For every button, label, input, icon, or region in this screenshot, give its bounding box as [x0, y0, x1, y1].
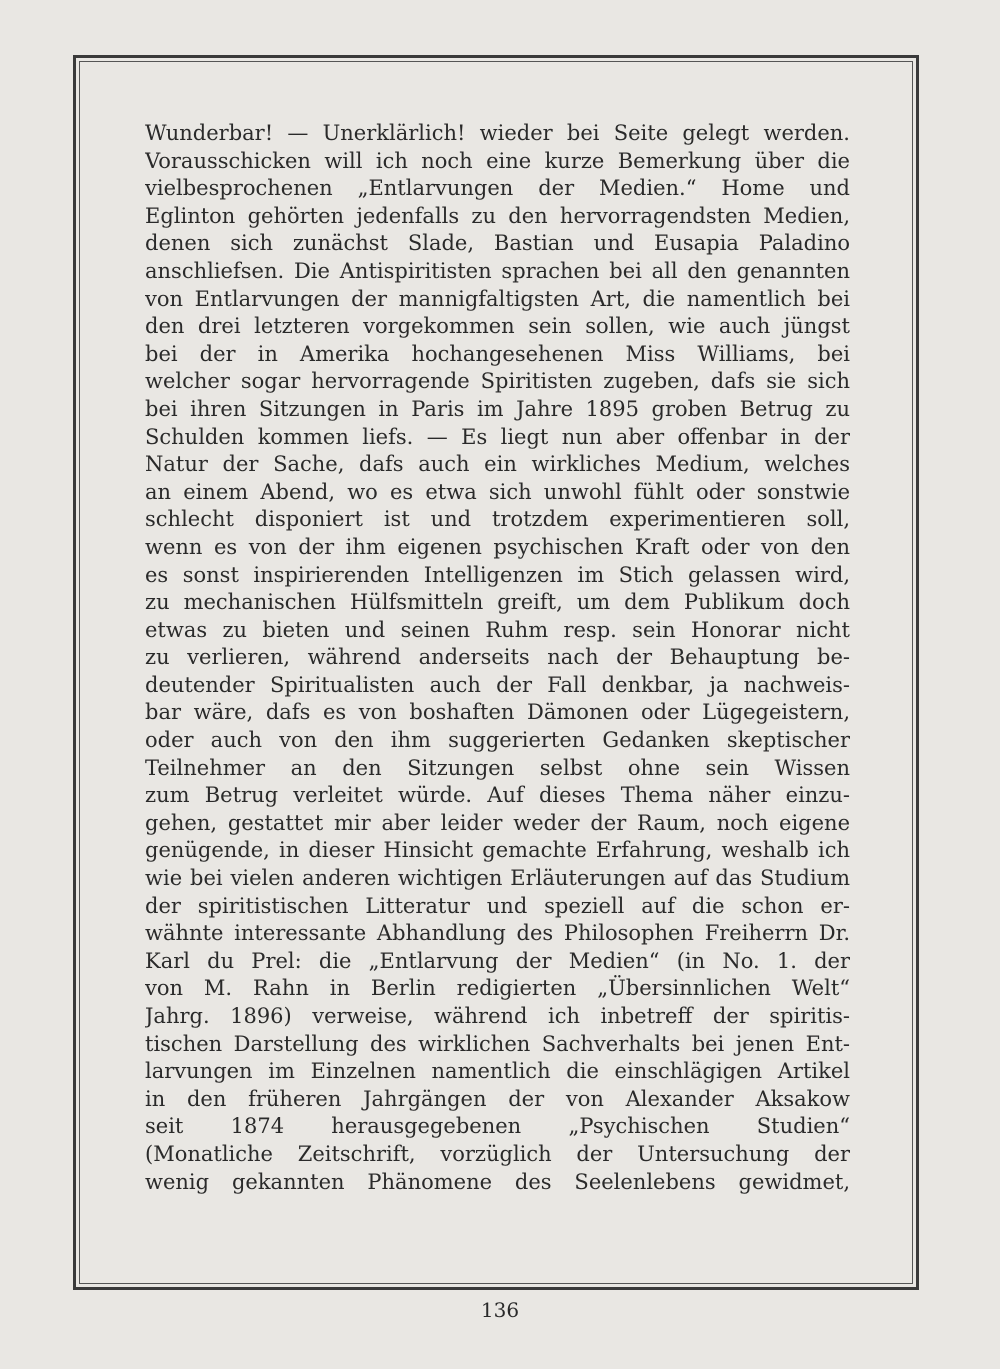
text-line: Schulden kommen liefs. — Es liegt nun aber offenbar in der [145, 424, 850, 449]
text-line: es sonst inspirierenden Intelligenzen im Stich gelassen wird, [145, 562, 850, 587]
text-line: genügende, in dieser Hinsicht gemachte Erfahrung, weshalb ich [145, 838, 850, 863]
text-line: bei ihren Sitzungen in Paris im Jahre 1895 groben Betrug zu [145, 396, 850, 421]
text-line: schlecht disponiert ist und trotzdem experimentieren soll, [145, 507, 850, 532]
text-line: denen sich zunächst Slade, Bastian und Eusapia Paladino [145, 231, 850, 256]
text-line: deutender Spiritualisten auch der Fall denkbar, ja nachweis- [145, 672, 850, 697]
text-line: in den früheren Jahrgängen der von Alexander Aksakow [145, 1086, 850, 1111]
text-line: anschliefsen. Die Antispiritisten sprachen bei all den genannten [145, 258, 850, 283]
text-line: Karl du Prel: die „Entlarvung der Medien“ (in No. 1. der [145, 948, 850, 973]
text-line: wie bei vielen anderen wichtigen Erläuterungen auf das Studium [145, 866, 850, 891]
text-line: Wunderbar! — Unerklärlich! wieder bei Seite gelegt werden. [145, 121, 850, 145]
text-line: zu mechanischen Hülfsmitteln greift, um dem Publikum doch [145, 590, 850, 615]
text-line: tischen Darstellung des wirklichen Sachverhalts bei jenen Ent- [145, 1031, 850, 1056]
text-line: Eglinton gehörten jedenfalls zu den hervorragendsten Medien, [145, 203, 850, 228]
text-line: seit 1874 herausgegebenen „Psychischen Studien“ [145, 1114, 850, 1139]
body-text [145, 120, 850, 1230]
text-line: an einem Abend, wo es etwa sich unwohl fühlt oder sonstwie [145, 479, 850, 504]
text-line: bar wäre, dafs es von boshaften Dämonen oder Lügegeistern, [145, 700, 850, 725]
text-line: zu verlieren, während anderseits nach der Behauptung be- [145, 645, 850, 670]
text-line: gehen, gestattet mir aber leider weder der Raum, noch eigene [145, 810, 850, 835]
text-line: welcher sogar hervorragende Spiritisten zugeben, dafs sie sich [145, 369, 850, 394]
text-line: wenn es von der ihm eigenen psychischen Kraft oder von den [145, 534, 850, 559]
text-line: larvungen im Einzelnen namentlich die einschlägigen Artikel [145, 1059, 850, 1084]
text-line: zum Betrug verleitet würde. Auf dieses Thema näher einzu- [145, 783, 850, 808]
text-line: Vorausschicken will ich noch eine kurze Bemerkung über die [145, 148, 850, 173]
page-number: 136 [480, 1298, 520, 1322]
text-line: etwas zu bieten und seinen Ruhm resp. sein Honorar nicht [145, 617, 850, 642]
text-line: oder auch von den ihm suggerierten Gedanken skeptischer [145, 728, 850, 753]
text-line: Teilnehmer an den Sitzungen selbst ohne sein Wissen [145, 755, 850, 780]
text-line: bei der in Amerika hochangesehenen Miss Williams, bei [145, 341, 850, 366]
text-line: wähnte interessante Abhandlung des Philosophen Freiherrn Dr. [145, 921, 850, 946]
text-line: vielbesprochenen „Entlarvungen der Medien.“ Home und [145, 176, 850, 201]
text-line: von Entlarvungen der mannigfaltigsten Art, die namentlich bei [145, 286, 850, 311]
text-line: von M. Rahn in Berlin redigierten „Übersinnlichen Welt“ [145, 976, 850, 1001]
text-line: der spiritistischen Litteratur und speziell auf die schon er- [145, 893, 850, 918]
text-line: (Monatliche Zeitschrift, vorzüglich der Untersuchung der [145, 1141, 850, 1166]
text-line: wenig gekannten Phänomene des Seelenlebens gewidmet, [145, 1169, 850, 1194]
text-line: Natur der Sache, dafs auch ein wirkliches Medium, welches [145, 452, 850, 477]
text-line: Jahrg. 1896) verweise, während ich inbetreff der spiritis- [145, 1004, 850, 1028]
text-line: den drei letzteren vorgekommen sein sollen, wie auch jüngst [145, 314, 850, 339]
